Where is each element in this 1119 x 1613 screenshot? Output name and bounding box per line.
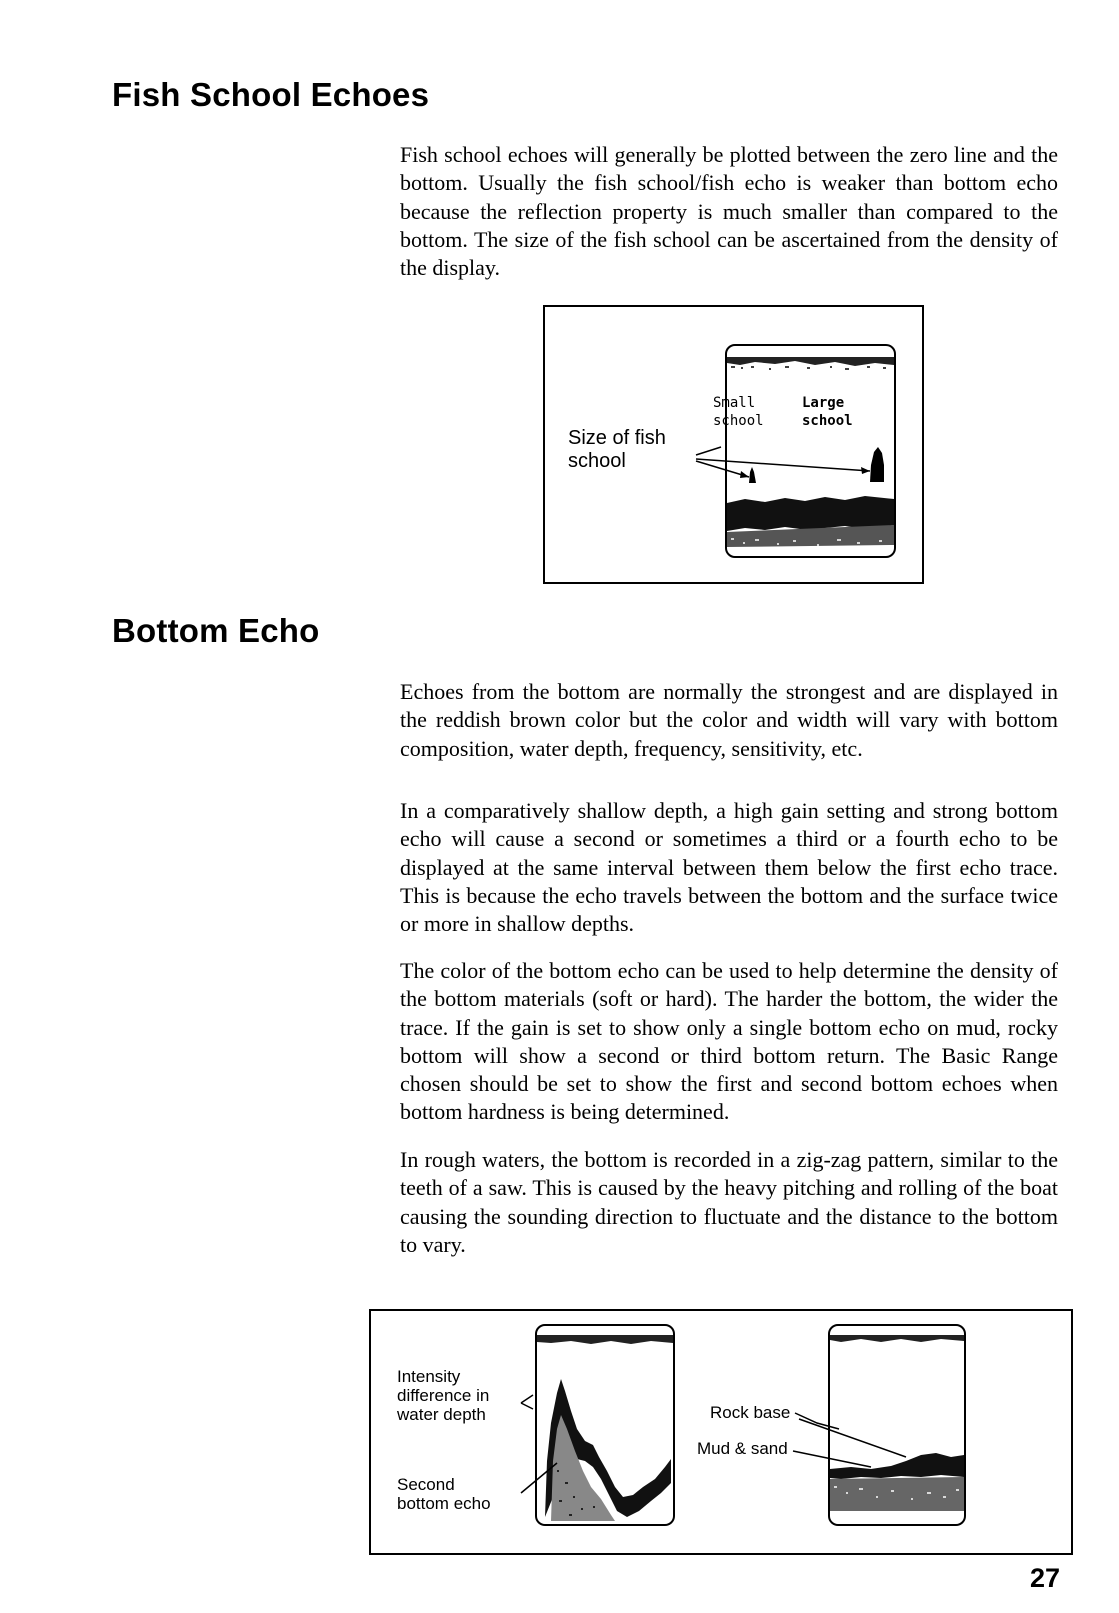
intensity-difference-label: Intensity difference in water depth bbox=[397, 1367, 490, 1424]
rock-base-label: Rock base bbox=[710, 1403, 791, 1422]
bottom-echo-paragraph-2: In a comparatively shallow depth, a high gain setting and strong bottom echo will cause a second or sometimes a third or a fourth echo to be displayed at the same interval between them below the first echo trace. This is because the echo travels between the bottom and the surface twice or more in shallow depths. bbox=[400, 798, 1058, 937]
mud-sand-label: Mud & sand bbox=[697, 1439, 788, 1458]
small-school-label: Small school bbox=[713, 395, 764, 429]
bottom-echo-paragraph-3: The color of the bottom echo can be used to help determine the density of the bottom materials (soft or hard). The harder the bottom, the wider the trace. If the gain is set to show only a single bottom echo on mud, rocky bottom will show a second or third bottom return. The Basic Range chosen should be set to show the first and second bottom echoes when bottom hardness is being determined. bbox=[400, 958, 1058, 1125]
bottom-echo-echograms bbox=[371, 1311, 1071, 1553]
page-number: 27 bbox=[1029, 1563, 1060, 1593]
bottom-echo-paragraph-1: Echoes from the bottom are normally the strongest and are displayed in the reddish brown color but the color and width will vary with bottom composition, water depth, frequency, sensitivity, etc. bbox=[400, 679, 1058, 761]
fish-school-paragraph: Fish school echoes will generally be plotted between the zero line and the bottom. Usually the fish school/fish echo is weaker than bottom echo because the reflection property is much smaller than compared to the bottom. The size of the fish school can be ascertained from the density of the display. bbox=[400, 142, 1058, 281]
large-school-label: Large school bbox=[802, 395, 853, 429]
bottom-echo-figure bbox=[369, 1309, 1073, 1555]
second-bottom-echo-label: Second bottom echo bbox=[397, 1475, 491, 1513]
bottom-echo-paragraph-4: In rough waters, the bottom is recorded in a zig-zag pattern, similar to the teeth of a saw. This is caused by the heavy pitching and rolling of the boat causing the sounding direction to fluctuate and the distance to the bottom to vary. bbox=[400, 1147, 1058, 1257]
fish-school-figure bbox=[543, 305, 924, 584]
heading-bottom-echo: Bottom Echo bbox=[112, 612, 320, 649]
size-of-fish-school-label: Size of fish school bbox=[568, 427, 666, 472]
heading-fish-school-echoes: Fish School Echoes bbox=[112, 76, 430, 113]
